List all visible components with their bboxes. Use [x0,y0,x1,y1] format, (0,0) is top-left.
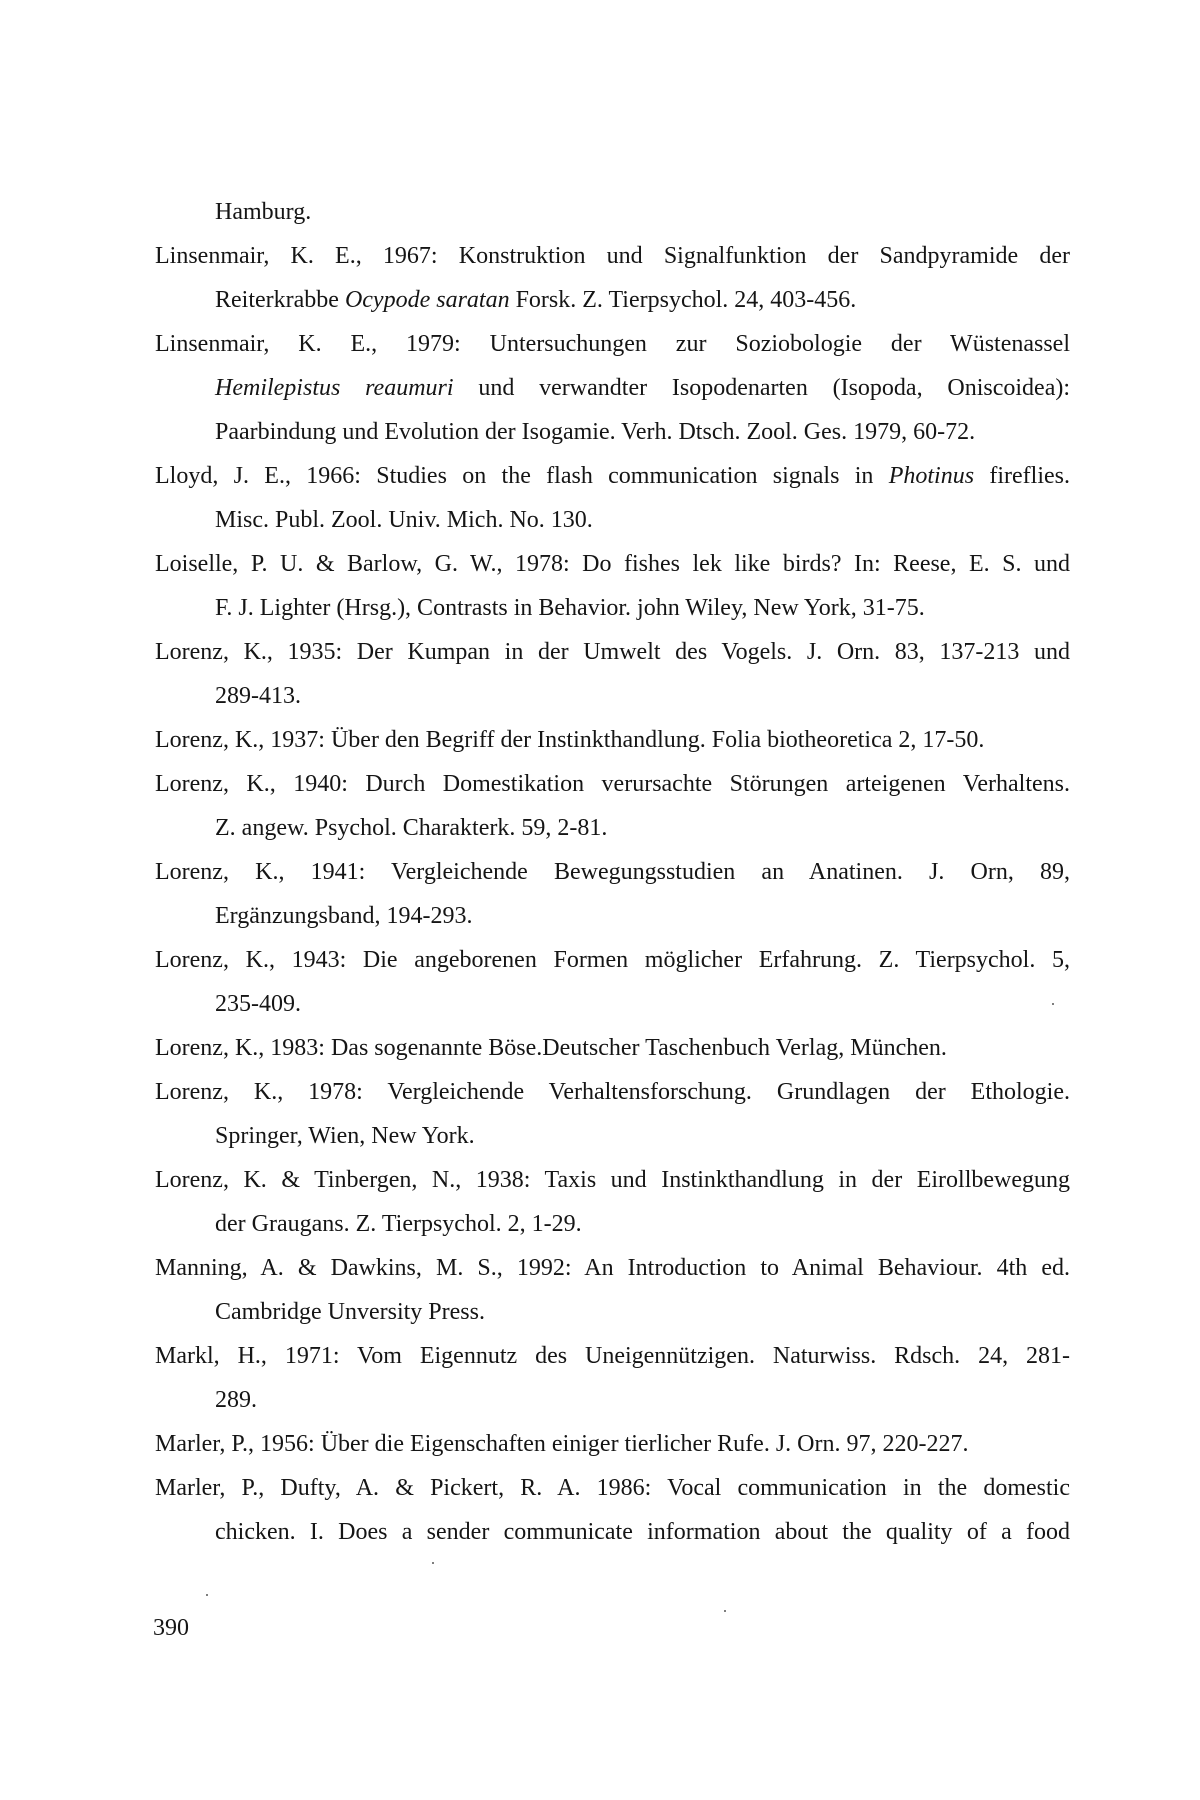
reference-continuation-line [155,894,1070,938]
reference-text: Paarbindung und Evolution der Isogamie. Verh. Dtsch. Zool. Ges. 1979, 60-72. [215,419,976,445]
reference-text: Linsenmair, K. E., 1979: Untersuchungen zur Soziobologie der Wüstenassel [155,331,1070,357]
reference-text: Linsenmair, K. E., 1967: Konstruktion und Signalfunktion der Sandpyramide der [155,243,1070,269]
scan-speck [1052,1003,1054,1005]
reference-text: Lorenz, K., 1941: Vergleichende Bewegungsstudien an Anatinen. J. Orn, 89, [155,859,1070,885]
reference-text: Ergänzungsband, 194-293. [215,903,473,929]
reference-list [155,190,1070,1554]
reference-continuation-line [155,1510,1070,1554]
reference-entry-line [155,322,1070,366]
reference-entry-line [155,718,1070,762]
reference-continuation-line [155,1114,1070,1158]
reference-text: Reiterkrabbe [215,287,345,313]
reference-entry-line [155,850,1070,894]
reference-entry-line [155,234,1070,278]
reference-text: Marler, P., Dufty, A. & Pickert, R. A. 1986: Vocal communication in the domestic [155,1475,1070,1501]
reference-continuation-line [155,982,1070,1026]
reference-continuation-line [155,498,1070,542]
reference-text: und verwandter Isopodenarten (Isopoda, Oniscoidea): [453,375,1070,401]
reference-entry-line [155,630,1070,674]
reference-entry-line [155,1422,1070,1466]
reference-text: Lorenz, K., 1937: Über den Begriff der Instinkthandlung. Folia biotheoretica 2, 17-50. [155,727,985,753]
reference-text: Z. angew. Psychol. Charakterk. 59, 2-81. [215,815,608,841]
reference-text: Markl, H., 1971: Vom Eigennutz des Uneigennützigen. Naturwiss. Rdsch. 24, 281- [155,1343,1070,1369]
reference-continuation-line [155,674,1070,718]
reference-text: Lorenz, K., 1940: Durch Domestikation verursachte Störungen arteigenen Verhaltens. [155,771,1070,797]
italic-taxon-name: Ocypode saratan [344,287,510,313]
reference-entry-line [155,542,1070,586]
italic-taxon-name: Photinus [888,463,975,489]
reference-entry-line [155,1158,1070,1202]
reference-text: Forsk. Z. Tierpsychol. 24, 403-456. [509,287,857,313]
page-number: 390 [153,1615,189,1641]
scan-speck [724,1610,726,1612]
reference-text: 289-413. [215,683,301,709]
reference-entry-line [155,938,1070,982]
reference-text: chicken. I. Does a sender communicate information about the quality of a food [215,1519,1070,1545]
reference-text: Loiselle, P. U. & Barlow, G. W., 1978: Do fishes lek like birds? In: Reese, E. S. und [155,551,1070,577]
reference-continuation-line [155,586,1070,630]
reference-entry-line [155,1246,1070,1290]
reference-text: 235-409. [215,991,301,1017]
reference-continuation-line [155,1202,1070,1246]
reference-entry-line [155,1334,1070,1378]
reference-text: Manning, A. & Dawkins, M. S., 1992: An Introduction to Animal Behaviour. 4th ed. [155,1255,1070,1281]
reference-text: Hamburg. [215,199,312,225]
reference-text: Misc. Publ. Zool. Univ. Mich. No. 130. [215,507,593,533]
italic-taxon-name: Hemilepistus reaumuri [215,375,454,401]
reference-continuation-line [155,278,1070,322]
reference-text: Lorenz, K., 1978: Vergleichende Verhaltensforschung. Grundlagen der Ethologie. [155,1079,1070,1105]
reference-continuation-line [155,410,1070,454]
reference-text: Lorenz, K., 1943: Die angeborenen Formen möglicher Erfahrung. Z. Tierpsychol. 5, [155,947,1070,973]
reference-text: Marler, P., 1956: Über die Eigenschaften einiger tierlicher Rufe. J. Orn. 97, 220-227. [155,1431,969,1457]
reference-continuation-line [155,366,1070,410]
reference-continuation-line [155,806,1070,850]
reference-text: Lorenz, K., 1935: Der Kumpan in der Umwelt des Vogels. J. Orn. 83, 137-213 und [155,639,1070,665]
reference-continuation-line [155,1290,1070,1334]
scan-speck [432,1562,434,1564]
reference-text: 289. [215,1387,257,1413]
scan-speck [206,1594,208,1596]
reference-continuation-line [155,190,1070,234]
reference-text: Springer, Wien, New York. [215,1123,475,1149]
reference-continuation-line [155,1378,1070,1422]
reference-entry-line [155,1070,1070,1114]
reference-text: Lorenz, K. & Tinbergen, N., 1938: Taxis und Instinkthandlung in der Eirollbewegung [155,1167,1070,1193]
reference-text: der Graugans. Z. Tierpsychol. 2, 1-29. [215,1211,582,1237]
reference-text: F. J. Lighter (Hrsg.), Contrasts in Behavior. john Wiley, New York, 31-75. [215,595,925,621]
reference-text: Cambridge Unversity Press. [215,1299,485,1325]
reference-entry-line [155,454,1070,498]
reference-entry-line [155,1466,1070,1510]
reference-text: Lloyd, J. E., 1966: Studies on the flash communication signals in [155,463,889,489]
reference-entry-line [155,762,1070,806]
reference-text: Lorenz, K., 1983: Das sogenannte Böse.Deutscher Taschenbuch Verlag, München. [155,1035,947,1061]
reference-entry-line [155,1026,1070,1070]
reference-text: fireflies. [974,463,1070,489]
